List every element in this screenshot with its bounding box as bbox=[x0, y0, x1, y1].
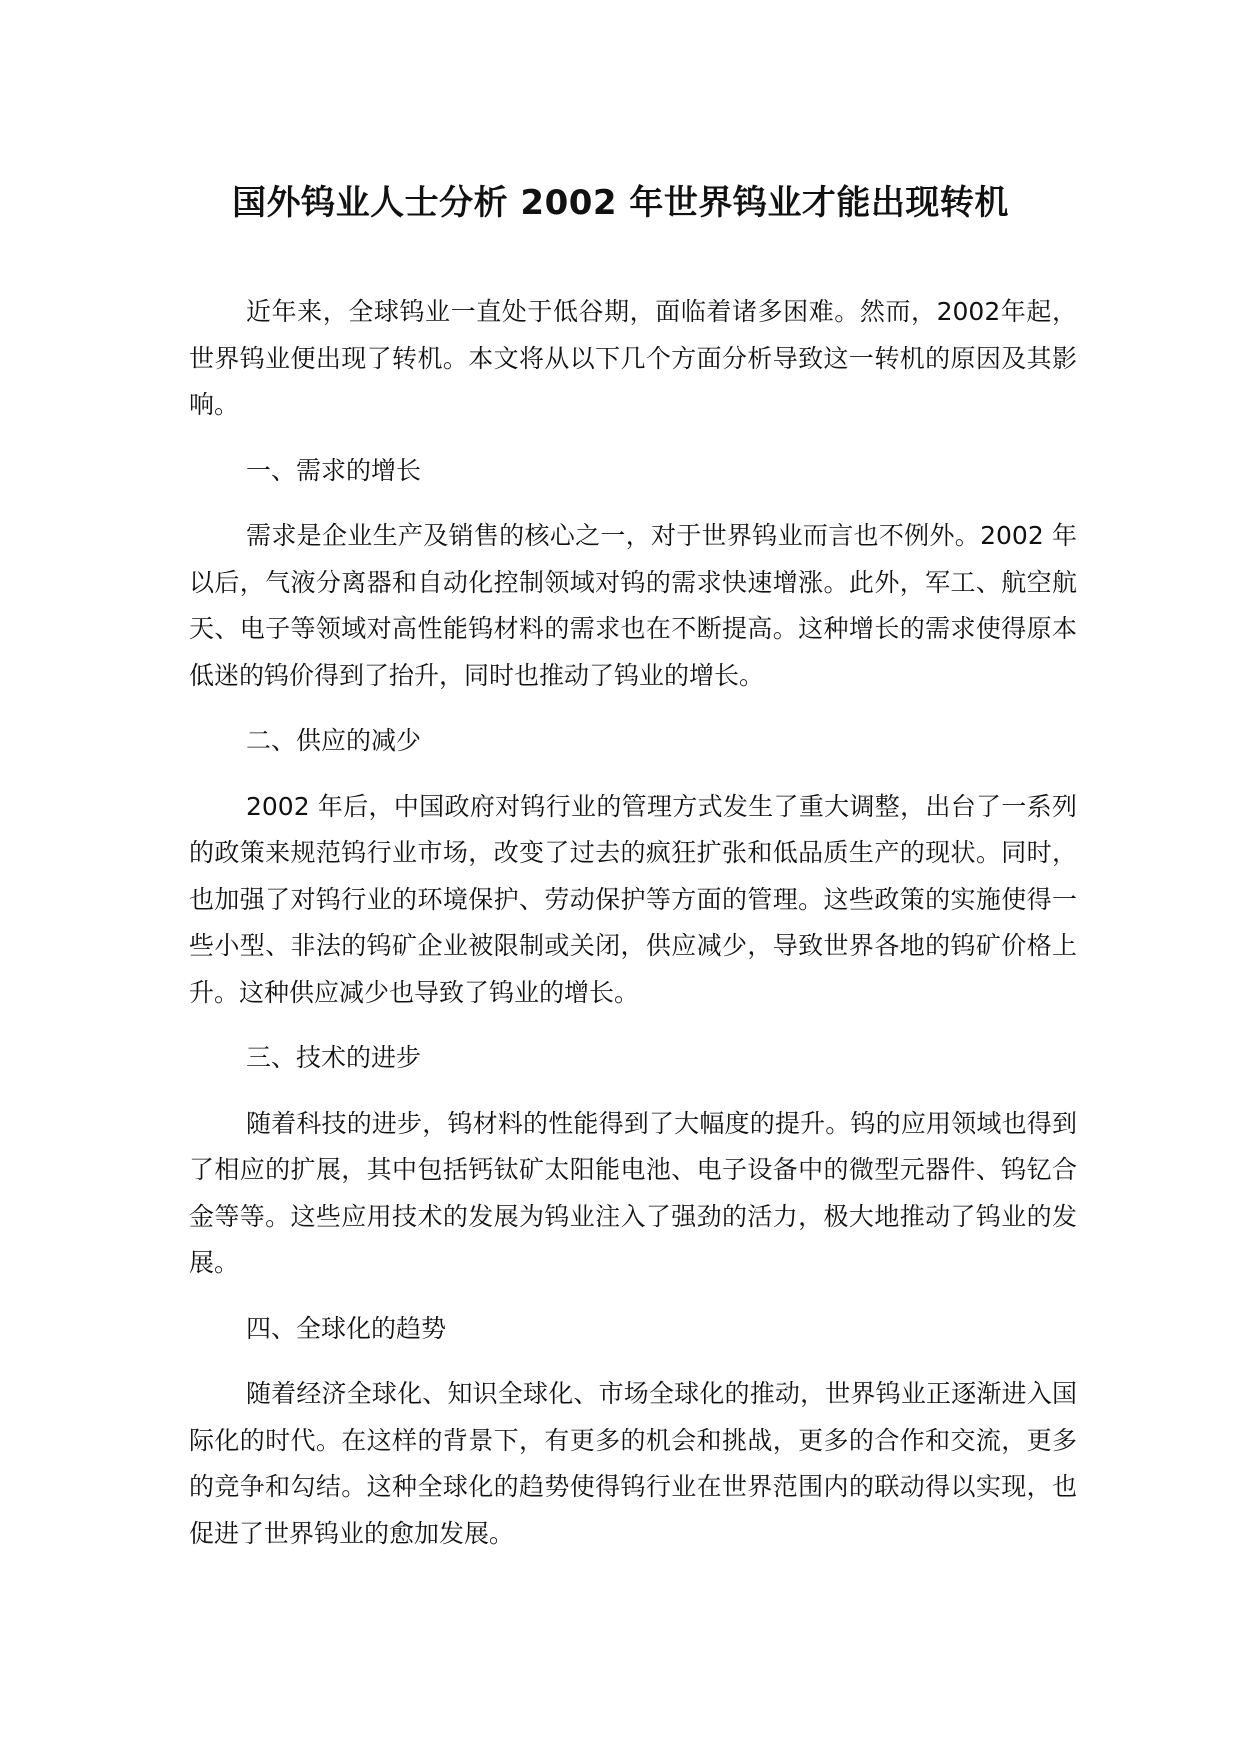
section-paragraph-globalization: 随着经济全球化、知识全球化、市场全球化的推动，世界钨业正逐渐进入国际化的时代。在这样的背景下，有更多的机会和挑战，更多的合作和交流，更多的竞争和勾结。这种全球化的趋势使得钨行业在世界范围内的联动得以实现，也促进了世界钨业的愈加发展。 bbox=[189, 1379, 1077, 1548]
section-paragraph-supply: 2002 年后，中国政府对钨行业的管理方式发生了重大调整，出台了一系列的政策来规范钨行业市场，改变了过去的疯狂扩张和低品质生产的现状。同时，也加强了对钨行业的环境保护、劳动保护等方面的管理。这些政策的实施使得一些小型、非法的钨矿企业被限制或关闭，供应减少，导致世界各地的钨矿价格上升。这种供应减少也导致了钨业的增长。 bbox=[189, 791, 1077, 1007]
document-title: 国外钨业人士分析 2002 年世界钨业才能出现转机 bbox=[232, 183, 1009, 223]
section-paragraph-demand: 需求是企业生产及销售的核心之一，对于世界钨业而言也不例外。2002 年以后，气液分离器和自动化控制领域对钨的需求快速增涨。此外，军工、航空航天、电子等领域对高性能钨材料的需求也在不断提高。这种增长的需求使得原本低迷的钨价得到了抬升，同时也推动了钨业的增长。 bbox=[189, 521, 1077, 690]
section-heading-demand: 一、需求的增长 bbox=[246, 455, 422, 485]
section-heading-globalization: 四、全球化的趋势 bbox=[246, 1313, 447, 1343]
section-heading-technology: 三、技术的进步 bbox=[246, 1043, 422, 1072]
section-heading-supply: 二、供应的减少 bbox=[246, 726, 422, 755]
document-body bbox=[189, 289, 1077, 1576]
intro-paragraph: 近年来，全球钨业一直处于低谷期，面临着诸多困难。然而，2002年起，世界钨业便出现了转机。本文将从以下几个方面分析导致这一转机的原因及其影响。 bbox=[189, 297, 1077, 419]
section-paragraph-technology: 随着科技的进步，钨材料的性能得到了大幅度的提升。钨的应用领域也得到了相应的扩展，其中包括钙钛矿太阳能电池、电子设备中的微型元器件、钨钇合金等等。这些应用技术的发展为钨业注入了强劲的活力，极大地推动了钨业的发展。 bbox=[189, 1108, 1077, 1277]
